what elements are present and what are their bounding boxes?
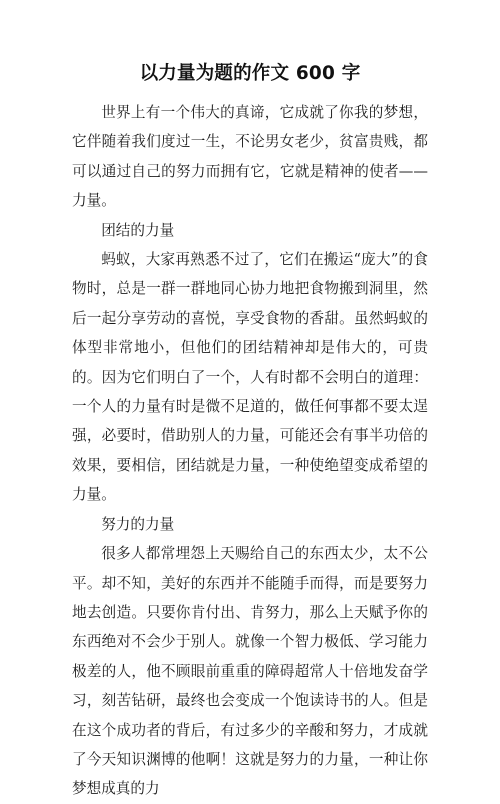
section-heading-effort: 努力的力量 (101, 515, 175, 533)
document-title: 以力量为题的作文 600 字 (139, 63, 361, 84)
section-heading-unity: 团结的力量 (101, 221, 175, 239)
intro-paragraph: 世界上有一个伟大的真谛，它成就了你我的梦想，它伴随着我们度过一生，不论男女老少，贫富贵贱，都可以通过自己的努力而拥有它，它就是精神的使者——力量。 (72, 104, 428, 210)
section-body-unity: 蚂蚁，大家再熟悉不过了，它们在搬运“庞大”的食物时，总是一群一群地同心协力地把食物搬到洞里，然后一起分享劳动的喜悦，享受食物的香甜。虽然蚂蚁的体型非常地小，但他们的团结精神却是伟大的，可贵的。因为它们明白了一个，人有时都不会明白的道理：一个人的力量有时是微不足道的，做任何事都不要太逞强，必要时，借助别人的力量，可能还会有事半功倍的效果，要相信，团结就是力量，一种使绝望变成希望的力量。 (72, 251, 428, 504)
section-body-effort: 很多人都常埋怨上天赐给自己的东西太少，太不公平。却不知，美好的东西并不能随手而得，而是要努力地去创造。只要你肯付出、肯努力，那么上天赋予你的东西绝对不会少于别人。就像一个智力极低、学习能力极差的人，他不顾眼前重重的障碍超常人十倍地发奋学习，刻苦钻研，最终也会变成一个饱读诗书的人。但是在这个成功者的背后，有过多少的辛酸和努力，才成就了今天知识渊博的他啊！这就是努力的力量，一种让你梦想成真的力 (72, 545, 428, 798)
